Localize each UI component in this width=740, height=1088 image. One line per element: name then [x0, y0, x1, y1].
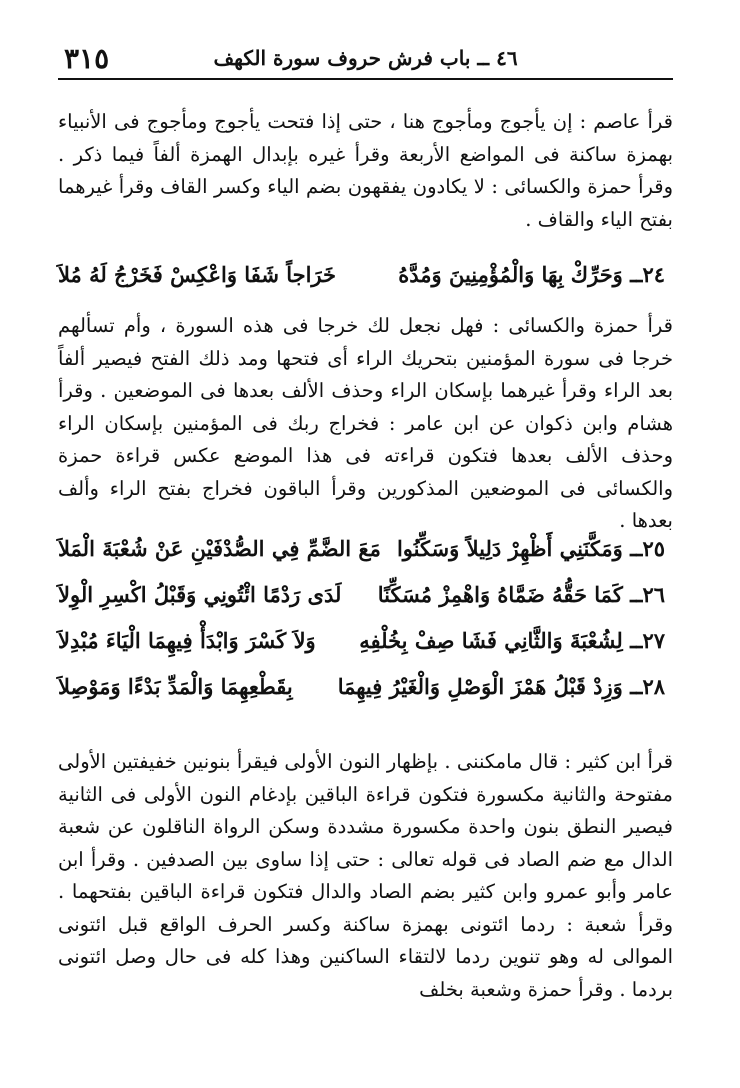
paragraph: قرأ ابن كثير : قال مامكننى . بإظهار النون الأولى فيقرأ بنونين خفيفتين الأولى مفتوحة والثانية مكسورة فتكون قراءة الباقين بإدغام النون الأولى فى الثانية فيصير النطق بنون واحدة مكسورة مشددة وسكن الرواة الناقلون عن شعبة الدال مع ضم الصاد فى قوله تعالى : حتى إذا ساوى بين الصدفين . وقرأ ابن عامر وأبو عمرو وابن كثير بضم الصاد والدال فتكون قراءة الباقين بفتحهما . وقرأ شعبة : ردما ائتونى بهمزة ساكنة وكسر الحرف الواقع قبل ائتونى الموالى له وهو تنوين ردما لالتقاء الساكنين وهذا كله فى حال وصل ائتونى بردما . وقرأ حمزة وشعبة بخلف: [58, 750, 673, 1001]
page-header: [58, 40, 673, 80]
verse-line: [58, 666, 673, 712]
verse-first-hemistich: ٢٥ــ وَمَكَّنَنِي أَظْهِرْ دَلِيلاً وَسَكِّنُوا: [396, 536, 665, 561]
verse-second-hemistich: خَرَاجاً شَفَا وَاعْكِسْ فَخَرْجُ لَهُ مُلاَ: [58, 262, 337, 287]
verse-second-hemistich: لَدَى رَدْمًا ائْتُونِي وَقَبْلُ اكْسِرِ الْوِلاَ: [58, 582, 342, 607]
verse-line: [58, 254, 673, 300]
verse-first-hemistich: ٢٤ــ وَحَرِّكْ بِهَا وَالْمُؤْمِنِينَ وَمُدَّهُ: [398, 262, 665, 287]
verse-second-hemistich: وَلاَ كَسْرَ وَابْدَأْ فِيهِمَا الْيَاءَ مُبْدِلاَ: [58, 628, 316, 653]
book-page: [58, 40, 673, 1001]
page-number: ٣١٥: [64, 42, 110, 75]
verse-second-hemistich: مَعَ الضَّمِّ فِي الصُّدْفَيْنِ عَنْ شُعْبَةَ الْمَلاَ: [58, 536, 381, 561]
paragraph-block-3: [58, 746, 673, 1006]
verse-block-1: [58, 254, 673, 300]
paragraph-block-1: [58, 106, 673, 236]
verse-first-hemistich: ٢٧ــ لِشُعْبَةَ وَالثَّانِي فَشَا صِفْ بِخُلْفِهِ: [359, 628, 665, 653]
verse-line: [58, 528, 673, 574]
paragraph: قرأ عاصم : إن يأجوج ومأجوج هنا ، حتى إذا فتحت يأجوج ومأجوج فى الأنبياء بهمزة ساكنة فى المواضع الأربعة وقرأ غيره بإبدال الهمزة ألفاً فيما ذكر . وقرأ حمزة والكسائى : لا يكادون يفقهون بضم الياء وكسر القاف وقرأ غيرهما بفتح الياء والقاف .: [58, 110, 673, 231]
verse-first-hemistich: ٢٨ــ وَزِدْ قَبْلُ هَمْزَ الْوَصْلِ وَالْغَيْرُ فِيهِمَا: [337, 674, 665, 699]
verse-line: [58, 620, 673, 666]
verse-line: [58, 574, 673, 620]
paragraph-block-2: [58, 310, 673, 538]
verse-first-hemistich: ٢٦ــ كَمَا حَقُّهُ ضَمَّاهُ وَاهْمِزْ مُسَكِّنًا: [377, 582, 665, 607]
paragraph: قرأ حمزة والكسائى : فهل نجعل لك خرجا فى هذه السورة ، وأم تسألهم خرجا فى سورة المؤمنين بتحريك الراء أى فتحها ومد ذلك الفتح فيصير ألفاً بعد الراء وقرأ غيرهما بإسكان الراء وحذف الألف بعدها فى الموضعين . وقرأ هشام وابن ذكوان عن ابن عامر : فخراج ربك فى المؤمنين بإسكان الراء وحذف الألف بعدها فتكون قراءته فى هذا الموضع عكس قراءة حمزة والكسائى فى الموضعين المذكورين وقرأ الباقون فخراج بفتح الراء وألف بعدها .: [58, 314, 673, 532]
running-title: ٤٦ ــ باب فرش حروف سورة الكهف: [213, 46, 518, 70]
verse-block-2: [58, 528, 673, 712]
verse-second-hemistich: بِقَطْعِهِمَا وَالْمَدِّ بَدْءًا وَمَوْصِلاَ: [58, 674, 293, 699]
